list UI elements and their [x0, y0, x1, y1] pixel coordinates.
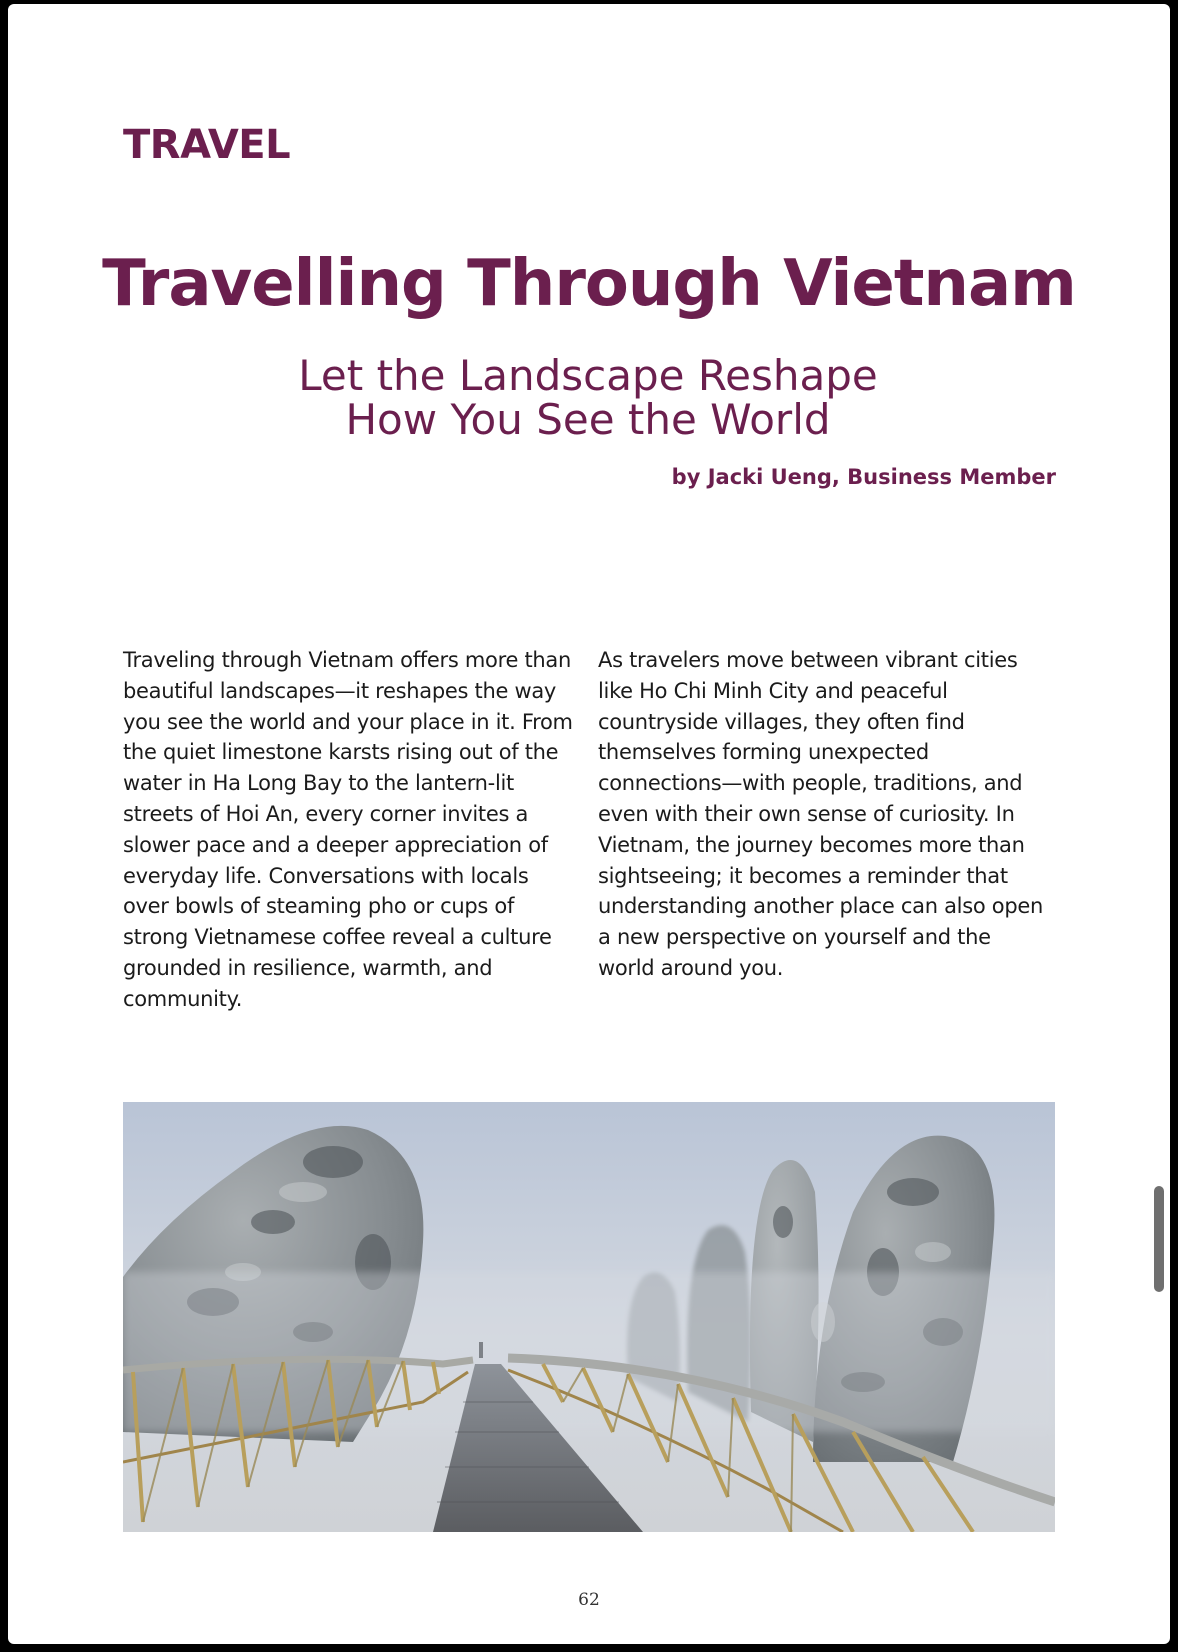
body-column-right: As travelers move between vibrant cities like Ho Chi Minh City and peaceful countryside villages, they often find themselves forming unexpected connections—with people, traditions, and even with their own sense of curiosity. In Vietnam, the journey becomes more than sightseeing; it becomes a reminder that understanding another place can also open a new perspective on yourself and the world around you. — [598, 648, 1043, 980]
golden-bridge-photo — [123, 1102, 1055, 1532]
subtitle-line-2: How You See the World — [345, 395, 831, 444]
subtitle-line-1: Let the Landscape Reshape — [298, 351, 878, 400]
page-number: 62 — [578, 1590, 600, 1610]
body-column-left: Traveling through Vietnam offers more than beautiful landscapes—it reshapes the way you see the world and your place in it. From the quiet limestone karsts rising out of the water in Ha Long Bay to the lantern-lit streets of Hoi An, every corner invites a slower pace and a deeper appreciation of everyday life. Conversations with locals over bowls of steaming pho or cups of strong Vietnamese coffee reveal a culture grounded in resilience, warmth, and community. — [123, 648, 573, 1011]
scrollbar-thumb[interactable] — [1154, 1186, 1164, 1292]
article-subtitle — [228, 351, 948, 444]
byline: by Jacki Ueng, Business Member — [671, 465, 1056, 489]
magazine-page — [8, 4, 1170, 1644]
article-title: Travelling Through Vietnam — [102, 247, 1076, 321]
section-label: TRAVEL — [123, 122, 291, 168]
